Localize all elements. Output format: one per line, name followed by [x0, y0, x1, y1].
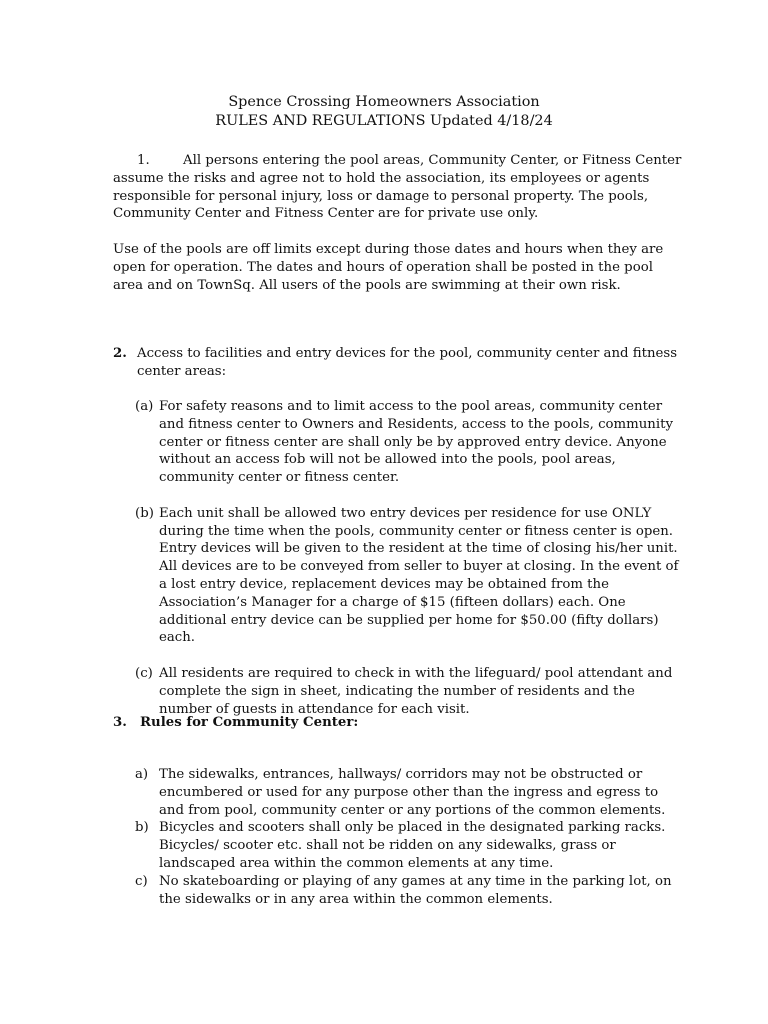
- association-name: Spence Crossing Homeowners Association: [228, 94, 540, 110]
- list-item: [135, 873, 683, 909]
- item-text: All residents are required to check in with the lifeguard/ pool attendant and complete the sign in sheet, indicating the number of residents and the number of guests in attendance for each visit.: [159, 665, 673, 717]
- section-2-heading: [113, 345, 683, 381]
- list-item: [135, 766, 683, 819]
- item-marker: (c): [135, 665, 153, 681]
- section-1-number: 1.: [137, 153, 150, 168]
- section-2: [113, 345, 683, 381]
- section-3-title: Rules for Community Center:: [140, 715, 359, 730]
- section-2-number: 2.: [113, 346, 127, 361]
- item-text: No skateboarding or playing of any games at any time in the parking lot, on the sidewalks or in any area within the common elements.: [159, 873, 672, 907]
- item-marker: a): [135, 767, 149, 782]
- list-item: [135, 665, 683, 718]
- section-1: [113, 152, 683, 295]
- section-2-items: [135, 398, 683, 718]
- section-1-first-line: All persons entering the pool areas, Community Center, or Fitness Center: [183, 153, 682, 168]
- item-marker: c): [135, 873, 148, 889]
- item-text: The sidewalks, entrances, hallways/ corridors may not be obstructed or encumbered or used for any purpose other than the ingress and egress to and from pool, community center or any portions of the common elements.: [159, 767, 666, 818]
- item-marker: (b): [135, 505, 154, 521]
- section-3-items: [135, 766, 683, 908]
- section-3: [113, 714, 683, 732]
- item-text: Bicycles and scooters shall only be placed in the designated parking racks. Bicycles/ scooter etc. shall not be ridden on any sidewalks, grass or landscaped area within the common elements at any time.: [159, 820, 666, 871]
- list-item: [135, 505, 683, 647]
- list-item: [135, 819, 683, 872]
- section-2-title: Access to facilities and entry devices for the pool, community center and fitness center areas:: [137, 346, 678, 379]
- item-text: For safety reasons and to limit access to the pool areas, community center and fitness center to Owners and Residents, access to the pools, community center or fitness center are shall only be by approved entry device. Anyone without an access fob will not be allowed into the pools, pool areas, community center or fitness center.: [159, 399, 673, 486]
- item-text: Each unit shall be allowed two entry devices per residence for use ONLY during the time when the pools, community center or fitness center is open. Entry devices will be given to the resident at the time of closing his/her unit. All devices are to be conveyed from seller to buyer at closing. In the event of a lost entry device, replacement devices may be obtained from the Association’s Manager for a charge of $15 (fifteen dollars) each. One additional entry device can be supplied per home for $50.00 (fifty dollars) each.: [159, 505, 679, 646]
- document-header: [0, 93, 768, 131]
- list-item: [135, 398, 683, 487]
- item-marker: (a): [135, 399, 154, 414]
- section-3-number: 3.: [113, 715, 127, 730]
- rules-title: RULES AND REGULATIONS Updated 4/18/24: [215, 113, 553, 129]
- section-1-text: assume the risks and agree not to hold the association, its employees or agents responsible for personal injury, loss or damage to personal property. The pools, Community Center and Fitness Center are for private use only.: [113, 170, 650, 222]
- section-1-paragraph-2: Use of the pools are off limits except during those dates and hours when they are open for operation. The dates and hours of operation shall be posted in the pool area and on TownSq. All users of the pools are swimming at their own risk.: [113, 242, 664, 293]
- section-1-paragraph-1: [113, 152, 683, 223]
- item-marker: b): [135, 820, 149, 836]
- section-3-heading: [113, 714, 683, 732]
